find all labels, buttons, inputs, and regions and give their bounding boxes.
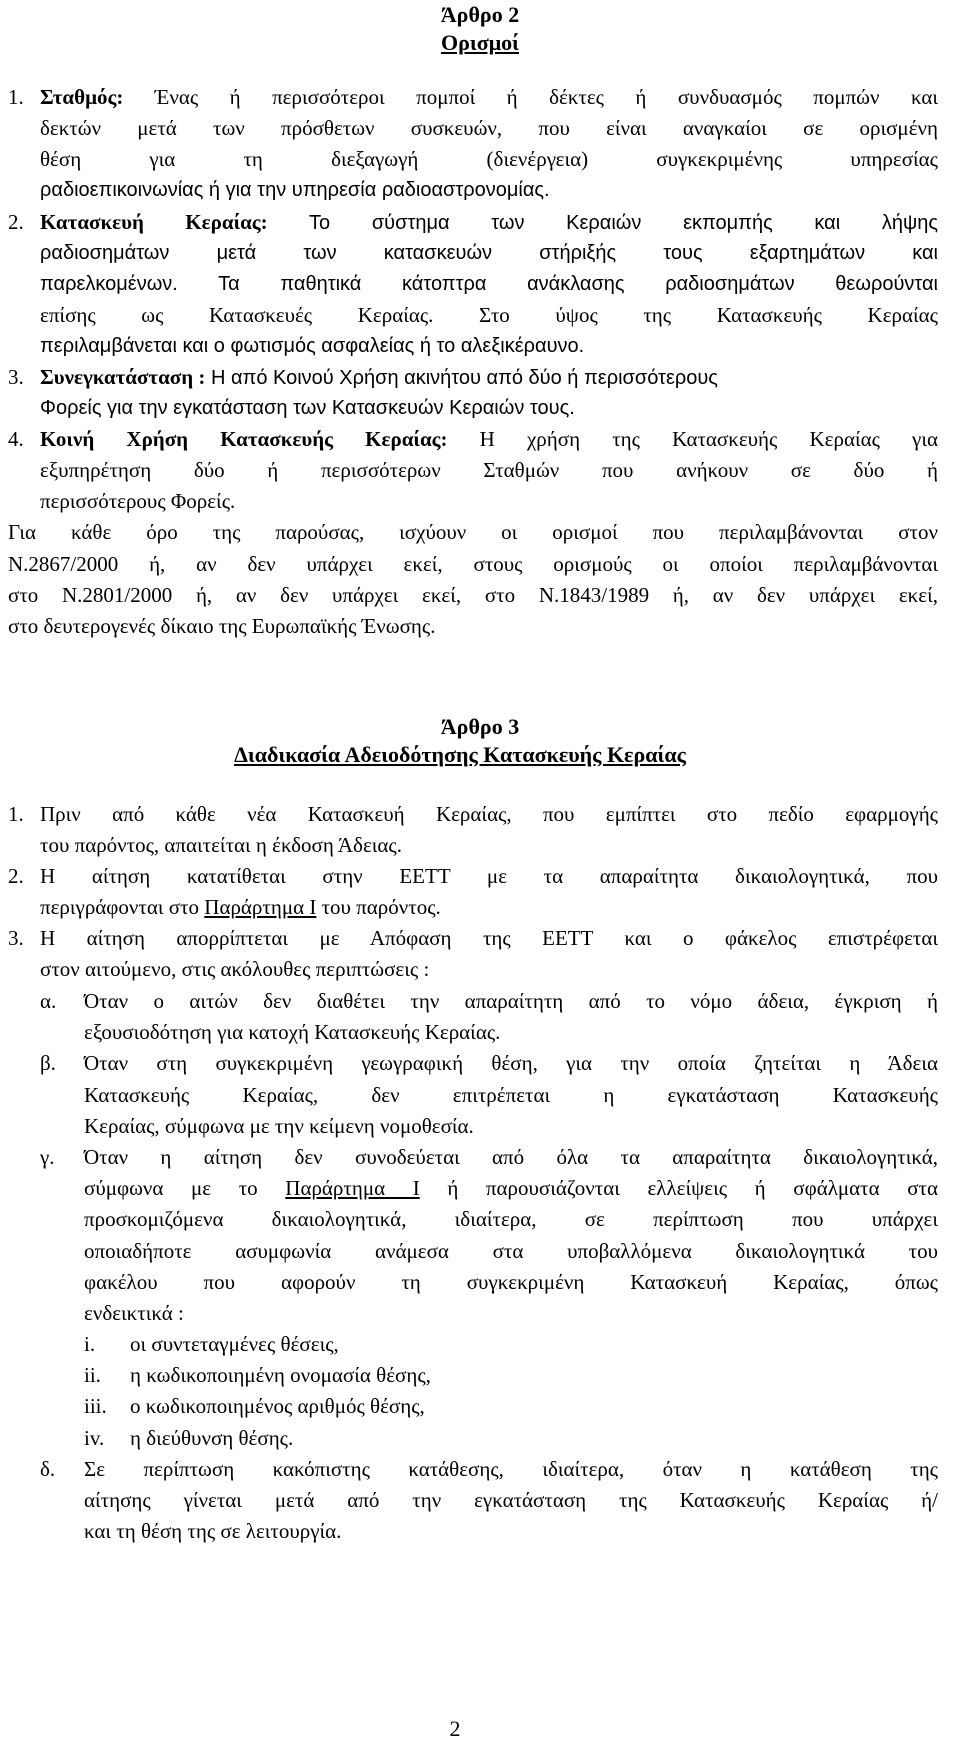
definition-line: Σταθμός: Ένας ή περισσότεροι πομποί ή δέκτες ή συνδυασμός πομπών και bbox=[40, 85, 938, 109]
sub-item-line: Κατασκευής Κεραίας, δεν επιτρέπεται η εγκατάσταση Κατασκευής bbox=[84, 1083, 938, 1107]
closing-line: Ν.2867/2000 ή, αν δεν υπάρχει εκεί, στους ορισμούς οι οποίοι περιλαμβάνονται bbox=[8, 552, 938, 576]
definition-line: εξυπηρέτηση δύο ή περισσότερων Σταθμών που ανήκουν σε δύο ή bbox=[40, 458, 938, 482]
definition-term: Κοινή Χρήση Κατασκευής Κεραίας: bbox=[40, 427, 448, 451]
definition-line: παρελκομένων. Τα παθητικά κάτοπτρα ανάκλασης ραδιοσημάτων θεωρούνται bbox=[40, 273, 938, 295]
item-number: 2. bbox=[8, 210, 24, 234]
roman-item: ο κωδικοποιημένος αριθμός θέσης, bbox=[130, 1394, 425, 1418]
sub-item-line: φακέλου που αφορούν τη συγκεκριμένη Κατασκευή Κεραίας, όπως bbox=[84, 1270, 938, 1294]
definition-line: Συνεγκατάσταση : Η από Κοινού Χρήση ακινήτου από δύο ή περισσότερους bbox=[40, 365, 718, 389]
closing-line: Για κάθε όρο της παρούσας, ισχύουν οι ορισμοί που περιλαμβάνονται στον bbox=[8, 520, 938, 544]
definition-line: Κοινή Χρήση Κατασκευής Κεραίας: Η χρήση της Κατασκευής Κεραίας για bbox=[40, 427, 938, 451]
roman-item: οι συντεταγμένες θέσεις, bbox=[130, 1332, 339, 1356]
sub-item-line: Κεραίας, σύμφωνα με την κείμενη νομοθεσία. bbox=[84, 1114, 474, 1138]
sub-item-letter: γ. bbox=[40, 1145, 55, 1169]
sub-item-line: Όταν στη συγκεκριμένη γεωγραφική θέση, για την οποία ζητείται η Άδεια bbox=[84, 1051, 938, 1075]
article-3-title: Άρθρο 3 bbox=[440, 714, 520, 739]
sub-item-letter: δ. bbox=[40, 1457, 56, 1481]
closing-line: στο Ν.2801/2000 ή, αν δεν υπάρχει εκεί, στο Ν.1843/1989 ή, αν δεν υπάρχει εκεί, bbox=[8, 583, 938, 607]
page-number: 2 bbox=[449, 1716, 461, 1741]
sub-item-line: Σε περίπτωση κακόπιστης κατάθεσης, ιδιαίτερα, όταν η κατάθεση της bbox=[84, 1457, 938, 1481]
definition-line: Κατασκευή Κεραίας: Το σύστημα των Κεραιών εκπομπής και λήψης bbox=[40, 210, 938, 234]
definition-line: ραδιοσημάτων μετά των κατασκευών στήριξής τους εξαρτημάτων και bbox=[40, 242, 938, 264]
definition-line: επίσης ως Κατασκευές Κεραίας. Στο ύψος της Κατασκευής Κεραίας bbox=[40, 303, 938, 327]
roman-numeral: iii. bbox=[84, 1394, 107, 1418]
definition-term: Συνεγκατάσταση : bbox=[40, 365, 206, 389]
article-2-subtitle: Ορισμοί bbox=[441, 30, 519, 55]
closing-line: στο δευτερογενές δίκαιο της Ευρωπαϊκής Ένωσης. bbox=[8, 614, 436, 638]
item-number: 1. bbox=[8, 802, 24, 826]
roman-numeral: iv. bbox=[84, 1426, 105, 1450]
definition-line: Φορείς για την εγκατάσταση των Κατασκευών Κεραιών τους. bbox=[40, 397, 575, 419]
sub-item-letter: α. bbox=[40, 989, 57, 1013]
sub-item-line: εξουσιοδότηση για κατοχή Κατασκευής Κεραίας. bbox=[84, 1020, 501, 1044]
annex-link[interactable]: Παράρτημα Ι bbox=[204, 895, 317, 919]
paragraph-line: στον αιτούμενο, στις ακόλουθες περιπτώσεις : bbox=[40, 957, 430, 981]
sub-item-line: ενδεικτικά : bbox=[84, 1301, 184, 1325]
definition-line: ραδιοεπικοινωνίας ή για την υπηρεσία ραδιοαστρονομίας. bbox=[40, 179, 550, 201]
definition-line: περιλαμβάνεται και ο φωτισμός ασφαλείας ή το αλεξικέραυνο. bbox=[40, 335, 585, 357]
sub-item-line: Όταν ο αιτών δεν διαθέτει την απαραίτητη από το νόμο άδεια, έγκριση ή bbox=[84, 989, 938, 1013]
roman-item: η κωδικοποιημένη ονομασία θέσης, bbox=[130, 1363, 431, 1387]
paragraph-line: του παρόντος, απαιτείται η έκδοση Άδειας. bbox=[40, 833, 402, 857]
roman-numeral: i. bbox=[84, 1332, 96, 1356]
definition-term: Σταθμός: bbox=[40, 85, 124, 109]
item-number: 2. bbox=[8, 864, 24, 888]
paragraph-line: Πριν από κάθε νέα Κατασκευή Κεραίας, που εμπίπτει στο πεδίο εφαρμογής bbox=[40, 802, 938, 826]
roman-item: η διεύθυνση θέσης. bbox=[130, 1426, 294, 1450]
item-number: 4. bbox=[8, 427, 24, 451]
article-2-title: Άρθρο 2 bbox=[440, 2, 520, 27]
definition-line: θέση για τη διεξαγωγή (διενέργεια) συγκεκριμένης υπηρεσίας bbox=[40, 147, 938, 171]
item-number: 1. bbox=[8, 85, 24, 109]
sub-item-line: προσκομιζόμενα δικαιολογητικά, ιδιαίτερα, σε περίπτωση που υπάρχει bbox=[84, 1207, 938, 1231]
item-number: 3. bbox=[8, 926, 24, 950]
roman-numeral: ii. bbox=[84, 1363, 101, 1387]
definition-line: περισσότερους Φορείς. bbox=[40, 489, 236, 513]
item-number: 3. bbox=[8, 365, 24, 389]
sub-item-line: αίτησης γίνεται μετά από την εγκατάσταση της Κατασκευής Κεραίας ή/ bbox=[84, 1488, 938, 1512]
sub-item-letter: β. bbox=[40, 1051, 56, 1075]
sub-item-line: σύμφωνα με το Παράρτημα Ι ή παρουσιάζονται ελλείψεις ή σφάλματα στα bbox=[84, 1176, 938, 1200]
paragraph-line: Η αίτηση κατατίθεται στην ΕΕΤΤ με τα απαραίτητα δικαιολογητικά, που bbox=[40, 864, 938, 888]
annex-link[interactable]: Παράρτημα Ι bbox=[285, 1176, 420, 1200]
paragraph-line: περιγράφονται στο Παράρτημα Ι του παρόντος. bbox=[40, 895, 441, 919]
definition-line: δεκτών μετά των πρόσθετων συσκευών, που είναι αναγκαίοι σε ορισμένη bbox=[40, 116, 938, 140]
article-3-subtitle: Διαδικασία Αδειοδότησης Κατασκευής Κεραίας bbox=[234, 742, 686, 767]
definition-term: Κατασκευή Κεραίας: bbox=[40, 210, 268, 234]
sub-item-line: Όταν η αίτηση δεν συνοδεύεται από όλα τα απαραίτητα δικαιολογητικά, bbox=[84, 1145, 938, 1169]
sub-item-line: οποιαδήποτε ασυμφωνία ανάμεσα στα υποβαλλόμενα δικαιολογητικά του bbox=[84, 1239, 938, 1263]
paragraph-line: Η αίτηση απορρίπτεται με Απόφαση της ΕΕΤΤ και ο φάκελος επιστρέφεται bbox=[40, 926, 938, 950]
sub-item-line: και τη θέση της σε λειτουργία. bbox=[84, 1519, 342, 1543]
